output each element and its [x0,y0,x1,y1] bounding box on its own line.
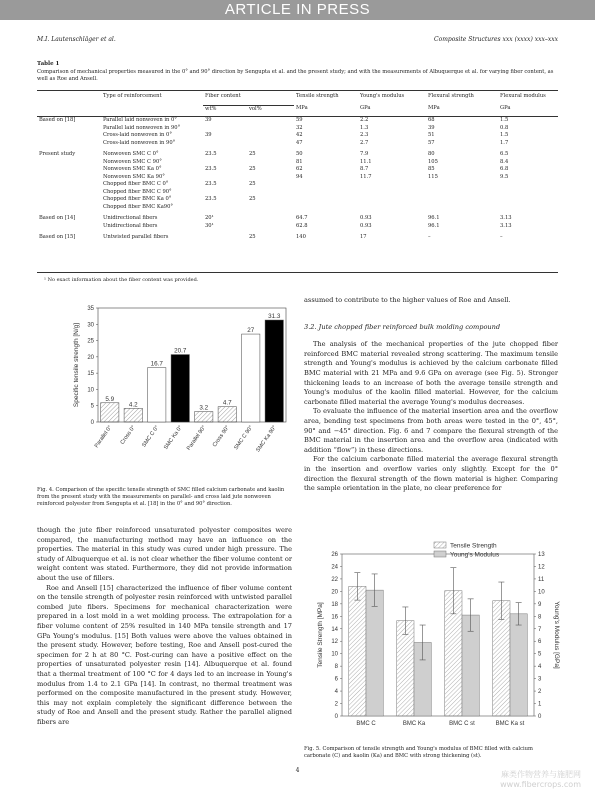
table-cell [247,211,294,223]
table-caption: Comparison of mechanical properties measured in the 0° and 90° direction by Sengupta et al. and the present study; and with the measurements of Albuquerque et al. for varying fiber content, as well as Roe and Ansell. [37,69,554,82]
table-cell [294,196,358,204]
y2-tick-label: 3 [538,676,542,683]
y-tick-label: 24 [331,564,338,571]
table-cell: Based on [14] [39,215,76,221]
bar [265,320,283,422]
table-cell: 0.93 [360,215,372,221]
page-number: 4 [295,767,300,774]
fig5-bar-chart [308,538,560,738]
table-header-cell: Flexural modulus [500,93,546,99]
table-cell: 23.5 [205,166,217,172]
table-row [37,125,558,133]
bar [242,334,260,422]
table-cell: 32 [296,124,303,131]
table-cell [426,181,498,189]
table-cell [358,181,426,189]
table-cell [498,189,558,197]
table-header-cell: Tensile strength [296,93,339,99]
legend-label: Tensile Strength [450,542,497,550]
table-cell: – [500,234,503,240]
table-cell: 3.13 [500,215,512,221]
category-label: Cross 90° [211,424,231,449]
table-cell [37,159,101,167]
table-cell [37,196,101,204]
y-tick-label: 14 [331,626,338,633]
table-unit-cell: MPa [428,105,440,111]
watermark: 麻类作物营养与施肥网 www.fibercrops.com [500,770,581,789]
table-cell: 25 [249,181,256,187]
y2-tick-label: 2 [538,689,542,696]
y2-axis-label: Young's Modulus [GPa] [553,601,560,669]
bar [148,368,166,422]
category-label: BMC Ka st [495,721,525,727]
table-cell: 7.9 [360,151,369,157]
y2-tick-label: 12 [538,564,545,571]
table-cell [37,140,101,148]
fig4-caption: Fig. 4. Comparison of the specific tensile strength of SMC filled calcium carbonate and kaolin from the present study with the measurements on parallel- and cross laid jute nonwoven reinforced polyester from Sengupta et al. [18] in the 0° and 90° direction. [37,487,285,507]
table-cell: Cross-laid nonwoven in 0° [103,132,172,138]
bar [510,614,527,716]
y2-tick-label: 8 [538,614,542,621]
paragraph: though the jute fiber reinforced unsaturated polyester composites were compared, the manufacturing method may have an influence on the properties. The material in this study was cured under high pressure. The study of Albuquerque et al. is not clear whether the fiber volume content or weight content was stated. Furthermore, they did not provide information about the use of fillers. [37,526,292,582]
y-tick-label: 20 [87,354,94,361]
table-unit-cell: GPa [500,105,511,111]
table-cell: 51 [428,132,435,138]
table-cell: Based on [15] [39,234,76,240]
y-tick-label: 0 [90,420,94,426]
left-column-text [37,526,292,727]
table-cell: 0.8 [500,124,509,131]
table-header-row [37,93,558,105]
table-cell: Chopped fiber BMC Ka 0° [103,196,172,202]
bar-value-label: 20.7 [174,347,187,355]
y-tick-label: 20 [331,589,338,596]
table-footnote: ¹ No exact information about the fiber content was provided. [44,277,199,283]
table-cell: 6.8 [500,166,509,172]
bar-value-label: 4.2 [128,401,138,409]
table-cell: Parallel laid nonwoven in 90° [103,124,181,131]
right-column-text [304,296,558,494]
y-tick-label: 18 [331,601,338,608]
y-tick-label: 30 [87,322,94,329]
y-tick-label: 0 [334,714,338,720]
table-cell: 1.3 [360,124,369,131]
table-cell: 115 [428,173,438,180]
table-unit-cell: wt% [205,105,217,112]
legend-swatch [434,542,446,548]
table-cell: 8.4 [500,158,509,165]
table-cell: 96.1 [428,215,440,221]
category-label: Parallel 0° [93,424,114,450]
table-cell: 2.2 [360,117,369,123]
table-cell: 3.13 [500,222,512,229]
table-row [37,223,558,231]
table-cell: Parallel laid nonwoven in 0° [103,117,177,123]
table-cell: 25 [249,166,256,172]
table-cell [358,204,426,212]
table-cell: 1.5 [500,132,509,138]
table-unit-cell: GPa [360,105,371,111]
category-label: BMC Ka [402,721,426,727]
table-cell [498,196,558,204]
table-cell: 0.93 [360,222,372,229]
paragraph: assumed to contribute to the higher values of Roe and Ansell. [304,296,511,304]
legend-swatch [434,551,446,557]
table-row [37,174,558,182]
table-cell: Unidirectional fibers [103,222,158,229]
bar-value-label: 27 [247,327,255,335]
table-unit-cell [101,105,203,117]
category-label: BMC C st [449,721,475,727]
bar [397,621,414,716]
table-cell: 39 [205,132,212,138]
bar [124,408,142,422]
table-cell [37,125,101,133]
table-cell [203,230,247,242]
table-cell: 39 [205,117,212,123]
table-cell: 25 [249,196,256,202]
table-cell: 68 [428,117,435,123]
table-row [37,147,558,159]
bar [101,403,119,422]
table-cell [203,125,247,133]
table-cell: – [428,234,431,240]
table-cell: 8.7 [360,166,369,172]
y-tick-label: 5 [90,403,94,410]
table-cell: 39 [428,124,435,131]
table-cell: 85 [428,166,435,172]
table-cell [37,223,101,231]
table-cell: 1.7 [500,139,509,146]
table-cell: 57 [428,139,435,146]
table-row [37,196,558,204]
y2-tick-label: 13 [538,552,545,558]
bar-value-label: 4.7 [222,399,232,407]
table-cell [203,174,247,182]
table-header-cell: Type of reinforcement [103,93,162,99]
table-row [37,181,558,189]
table-header-cell [37,93,101,105]
table-row [37,204,558,212]
table-cell: Chopped fiber BMC C 0° [103,181,169,187]
table-cell: 50 [296,151,303,157]
table-cell: 11.1 [360,158,372,165]
table-row [37,166,558,174]
table-cell: Unidirectional fibers [103,215,158,221]
table-cell: 17 [360,234,367,240]
y2-tick-label: 7 [538,626,542,633]
bar-value-label: 5.9 [105,395,115,403]
table-row [37,117,558,125]
y-tick-label: 10 [331,651,338,658]
y-tick-label: 16 [331,614,338,621]
table-cell [203,189,247,197]
table-cell [37,189,101,197]
table-cell: 96.1 [428,222,440,229]
table-header-cell: Flexural strength [428,93,474,99]
table-cell [37,166,101,174]
table-cell: 42 [296,132,303,138]
table-cell: 62 [296,166,303,172]
y2-tick-label: 9 [538,601,542,608]
y-tick-label: 26 [331,552,338,558]
y2-tick-label: 6 [538,639,542,646]
table-cell: 6.5 [500,151,509,157]
table-cell: 9.5 [500,173,509,180]
table-cell: 1.5 [500,117,509,123]
y-tick-label: 22 [331,576,338,583]
table-row [37,189,558,197]
y-tick-label: 2 [334,701,338,708]
table-unit-cell: vol% [249,105,262,112]
bar-value-label: 16.7 [150,360,163,368]
table-cell [426,196,498,204]
table-cell: 25 [249,151,256,157]
fig5-caption: Fig. 5. Comparison of tensile strength and Young's modulus of BMC filled with calcium carbonate (C) and kaolin (Ka) and BMC with strong thickening (st). [304,746,533,759]
running-head-authors: M.I. Lautenschläger et al. [37,36,116,43]
table-cell: Nonwoven SMC C 90° [103,158,162,165]
table-unit-cell [37,105,101,117]
y-tick-label: 15 [87,371,94,378]
table-cell [37,174,101,182]
table-cell [247,189,294,197]
table-cell: 62.8 [296,222,308,229]
category-label: Cross 0° [119,424,137,446]
category-label: SMC Ka 90° [255,424,278,454]
table-top-rule [37,90,558,91]
table-cell [358,196,426,204]
table-cell: Present study [39,151,76,157]
bar [171,355,189,422]
table-cell [203,140,247,148]
table-cell: 94 [296,173,303,180]
y2-tick-label: 5 [538,651,542,658]
table-cell [294,181,358,189]
paragraph: For the calcium carbonate filled material the average flexural strength in the insertion and overflow varies only slightly. Except for the 0° direction the flexural strength of the flown material is higher. Comparing the sample orientation in the plate, no clear preference for [304,455,558,493]
table-units-row [37,105,558,117]
table-cell: 23.5 [205,181,217,187]
paragraph: To evaluate the influence of the material insertion area and the overflow area, bending test specimens from both areas were tested in the 0°, 45°, 90° and −45° direction. Fig. 6 and 7 compare the flexural strength of the BMC material in the insertion area and the overflow area (indicated with addition “flow”) in these directions. [304,407,558,454]
table-row [37,132,558,140]
paragraph: Roe and Ansell [15] characterized the influence of fiber volume content on the tensile strength of polyester resin reinforced with untwisted parallel combed jute fibers. Specimens for mechanical characterization were prepared in a lost mold in a wet molding process. The extrapolation for a fiber volume content of 25% resulted in 140 MPa tensile strength and 17 GPa Young's modulus. [15] Both values were above the values obtained in the present study. However, before testing, Roe and Ansell post-cured the specimen for 2 h at 80 °C. Post-curing can have a positive effect on the properties of unsaturated polyester resin [14]. Albuquerque et al. found that a thermal treatment of 100 °C for 4 days led to an increase in Young's modulus from 1.4 to 2.1 GPa [14]. In contrast, no thermal treatment was performed on the composite manufactured in the present study. However, this may not explain completely the significant difference between the study of Roe and Ansell and the present study. Rather the parallel aligned fibers are [37,583,292,726]
table-cell [203,159,247,167]
table-header-cell: Fiber content [203,93,247,105]
table-cell [203,204,247,212]
mechanical-properties-table [37,93,558,242]
table-cell [294,189,358,197]
table-cell: 64.7 [296,215,308,221]
table-cell [426,204,498,212]
y-tick-label: 35 [87,306,94,312]
table-cell: 140 [296,234,306,240]
y-tick-label: 10 [87,387,94,394]
table-cell [247,174,294,182]
y-tick-label: 4 [334,689,338,696]
y2-tick-label: 11 [538,576,545,583]
table-cell: 20¹ [205,215,214,221]
table-cell [247,223,294,231]
bar [218,407,236,422]
table-row [37,230,558,242]
table-unit-cell: MPa [296,105,308,111]
table-row [37,211,558,223]
table-cell: 80 [428,151,435,157]
table-cell: Chopped fiber BMC Ka90° [103,203,173,210]
category-label: SMC C 0° [141,424,161,449]
y-tick-label: 6 [334,676,338,683]
category-label: SMC Ka 0° [163,424,184,451]
table-cell: 23.5 [205,196,217,202]
table-cell: 30¹ [205,222,214,229]
legend-label: Young's Modulus [450,551,500,559]
table-cell: Nonwoven SMC Ka 0° [103,166,162,172]
bar-value-label: 31.3 [268,313,281,321]
table-cell [358,189,426,197]
table-cell: 2.7 [360,139,369,146]
paragraph: The analysis of the mechanical properties of the jute chopped fiber reinforced BMC material revealed strong scattering. The maximum tensile strength and Young's modulus is achieved by the calcium carbonate filled BMC material with 21 MPa and 9.6 GPa on average (see Fig. 5). Stronger thickening leads to an increase of both the average tensile strength and Young's modulus of the kaolin filled material. However, for the calcium carbonate filled material the average Young's modulus decreases. [304,340,558,406]
bar [366,590,383,716]
table-cell: Nonwoven SMC C 0° [103,151,159,157]
table-cell [247,159,294,167]
table-cell [426,189,498,197]
table-cell: Cross-laid nonwoven in 90° [103,139,176,146]
table-cell [294,204,358,212]
table-cell: 2.3 [360,132,369,138]
table-cell [498,204,558,212]
bar-value-label: 3.2 [199,404,209,412]
y-tick-label: 25 [87,338,94,345]
bar [195,412,213,422]
article-in-press-banner: ARTICLE IN PRESS [0,0,595,20]
table-cell: Nonwoven SMC Ka 90° [103,173,165,180]
table-cell [247,125,294,133]
category-label: Parallel 90° [186,424,208,452]
bar [349,586,366,716]
table-cell: 59 [296,117,303,123]
table-cell: 105 [428,158,438,165]
y2-tick-label: 0 [538,714,542,720]
fig4-bar-chart [60,300,290,475]
table-cell [247,204,294,212]
y2-tick-label: 4 [538,664,542,671]
y-tick-label: 8 [334,664,338,671]
category-label: SMC C 90° [233,424,255,452]
table-row [37,159,558,167]
y2-tick-label: 10 [538,589,545,596]
table-cell [247,117,294,125]
y-axis-label: Specific tensile strength [N/g] [73,322,80,408]
table-cell [37,204,101,212]
category-label: BMC C [356,721,376,727]
table-cell: 81 [296,158,303,165]
section-heading: 3.2. Jute chopped fiber reinforced bulk molding compound [304,322,501,331]
table-cell [37,132,101,140]
table-cell: Untwisted parallel fibers [103,234,169,240]
table-cell: 25 [249,234,256,240]
table-cell [498,181,558,189]
table-cell [247,132,294,140]
table-cell [37,181,101,189]
table-cell: 11.7 [360,173,372,180]
y2-tick-label: 1 [538,701,542,708]
table-title: Table 1 [37,61,60,67]
table-row [37,140,558,148]
running-head-journal: Composite Structures xxx (xxxx) xxx–xxx [434,36,558,43]
table-header-cell: Young's modulus [360,93,405,99]
table-cell: 23.5 [205,151,217,157]
table-cell [247,140,294,148]
table-bottom-rule [37,272,558,273]
table-header-cell [247,93,294,105]
table-cell: Chopped fiber BMC C 90° [103,188,172,195]
y-axis-label: Tensile Strength [MPa] [317,602,324,668]
y-tick-label: 12 [331,639,338,646]
table-cell: Based on [18] [39,117,76,123]
table-cell: 47 [296,139,303,146]
